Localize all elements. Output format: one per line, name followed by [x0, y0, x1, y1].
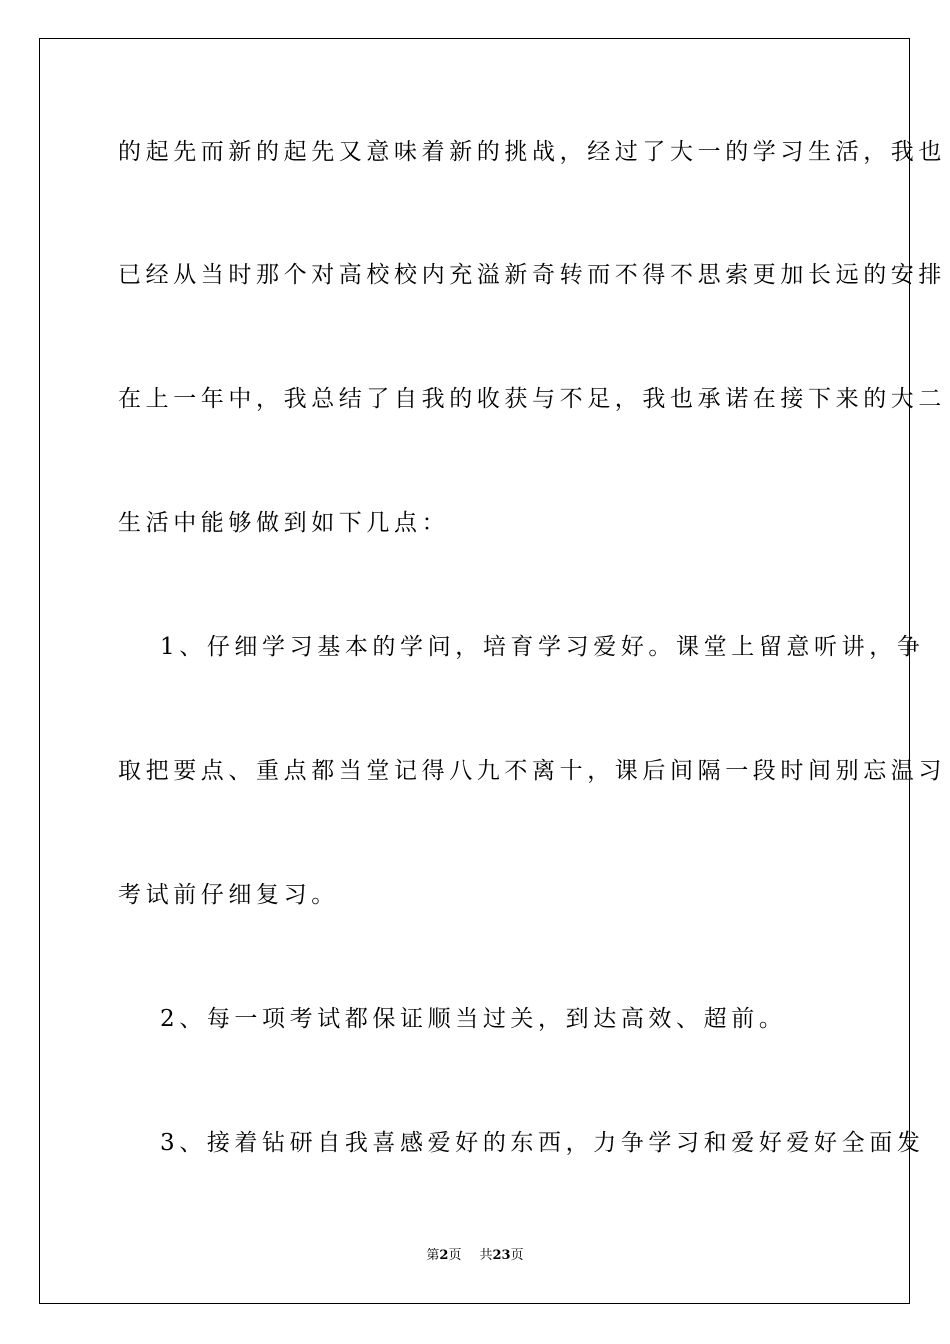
list-item-2: 2、每一项考试都保证顺当过关，到达高效、超前。 [160, 1006, 787, 1032]
body-line-1: 的起先而新的起先又意味着新的挑战，经过了大一的学习生活，我也 [118, 139, 946, 165]
total-suffix: 页 [510, 1248, 524, 1263]
total-prefix: 共 [479, 1248, 493, 1263]
list-item-3-line-1: 3、接着钻研自我喜感爱好的东西，力争学习和爱好爱好全面发 [160, 1130, 925, 1156]
page-border [39, 38, 910, 1304]
page-suffix: 页 [448, 1248, 462, 1263]
page-footer [0, 1246, 950, 1266]
total-pages: 23 [492, 1248, 511, 1263]
page-prefix: 第 [426, 1248, 440, 1263]
list-item-1-line-1: 1、仔细学习基本的学问，培育学习爱好。课堂上留意听讲，争 [160, 634, 925, 660]
body-line-4: 生活中能够做到如下几点： [118, 510, 450, 536]
page-number: 2 [439, 1248, 449, 1263]
list-item-1-line-3: 考试前仔细复习。 [118, 882, 339, 908]
list-item-1-line-2: 取把要点、重点都当堂记得八九不离十，课后间隔一段时间别忘温习 [118, 758, 946, 784]
body-line-2: 已经从当时那个对高校校内充溢新奇转而不得不思索更加长远的安排 [118, 262, 946, 288]
body-line-3: 在上一年中，我总结了自我的收获与不足，我也承诺在接下来的大二 [118, 386, 946, 412]
